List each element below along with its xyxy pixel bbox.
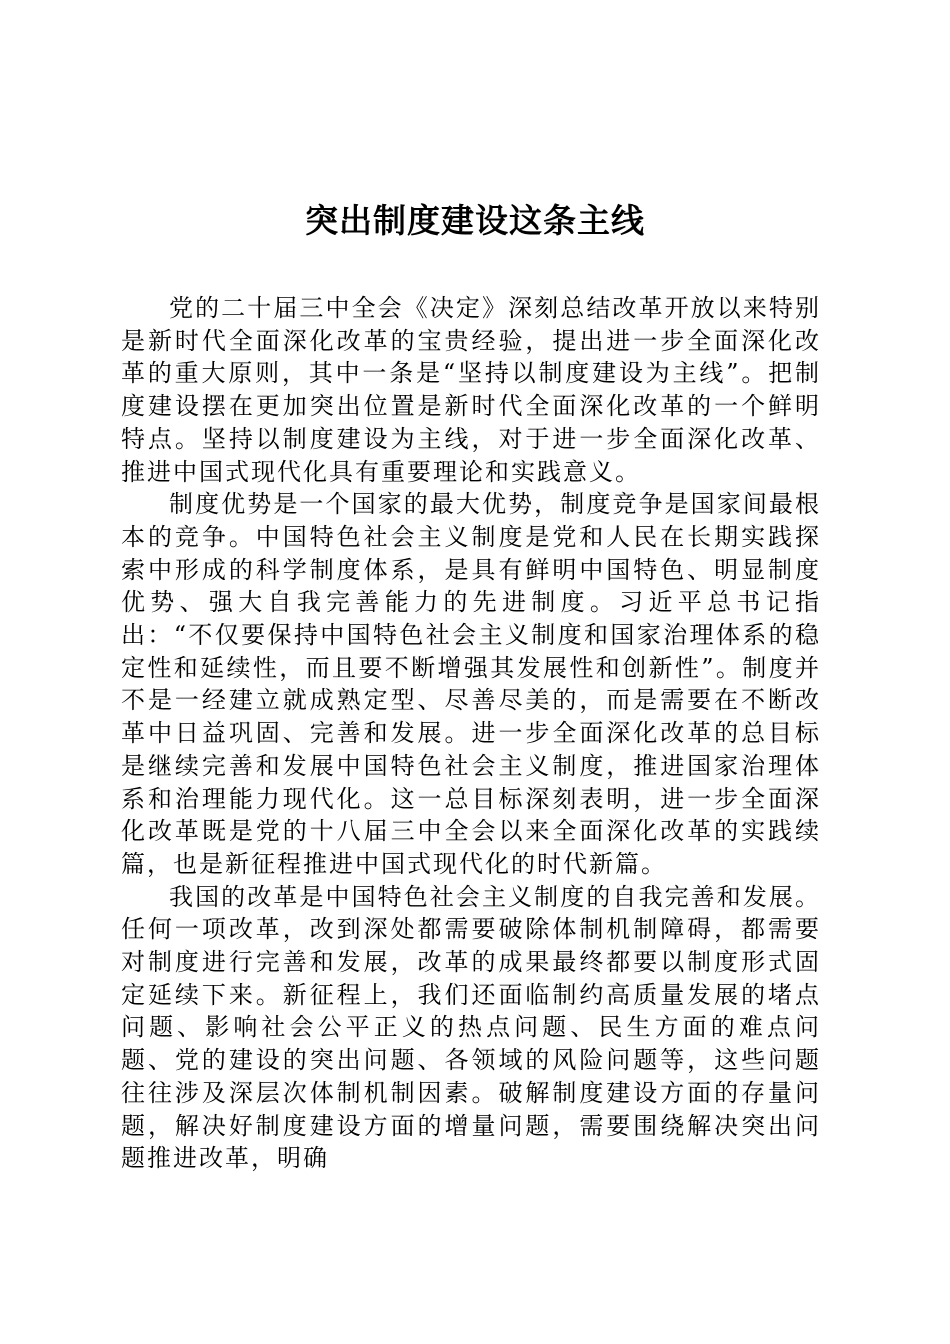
- paragraph-1: 党的二十届三中全会《决定》深刻总结改革开放以来特别是新时代全面深化改革的宝贵经验，提出进一步全面深化改革的重大原则，其中一条是“坚持以制度建设为主线”。把制度建设摆在更加突出位置是新时代全面深化改革的一个鲜明特点。坚持以制度建设为主线，对于进一步全面深化改革、推进中国式现代化具有重要理论和实践意义。: [121, 294, 821, 486]
- document-title: 突出制度建设这条主线: [305, 201, 645, 240]
- paragraph-2: 制度优势是一个国家的最大优势，制度竞争是国家间最根本的竞争。中国特色社会主义制度是党和人民在长期实践探索中形成的科学制度体系，是具有鲜明中国特色、明显制度优势、强大自我完善能力的先进制度。习近平总书记指出：“不仅要保持中国特色社会主义制度和国家治理体系的稳定性和延续性，而且要不断增强其发展性和创新性”。制度并不是一经建立就成熟定型、尽善尽美的，而是需要在不断改革中日益巩固、完善和发展。进一步全面深化改革的总目标是继续完善和发展中国特色社会主义制度，推进国家治理体系和治理能力现代化。这一总目标深刻表明，进一步全面深化改革既是党的十八届三中全会以来全面深化改革的实践续篇，也是新征程推进中国式现代化的时代新篇。: [121, 490, 821, 878]
- paragraph-3: 我国的改革是中国特色社会主义制度的自我完善和发展。任何一项改革，改到深处都需要破除体制机制障碍，都需要对制度进行完善和发展，改革的成果最终都要以制度形式固定延续下来。新征程上，我们还面临制约高质量发展的堵点问题、影响社会公平正义的热点问题、民生方面的难点问题、党的建设的突出问题、各领域的风险问题等，这些问题往往涉及深层次体制机制因素。破解制度建设方面的存量问题，解决好制度建设方面的增量问题，需要围绕解决突出问题推进改革，明确: [121, 882, 821, 1173]
- document-body: [121, 292, 821, 1175]
